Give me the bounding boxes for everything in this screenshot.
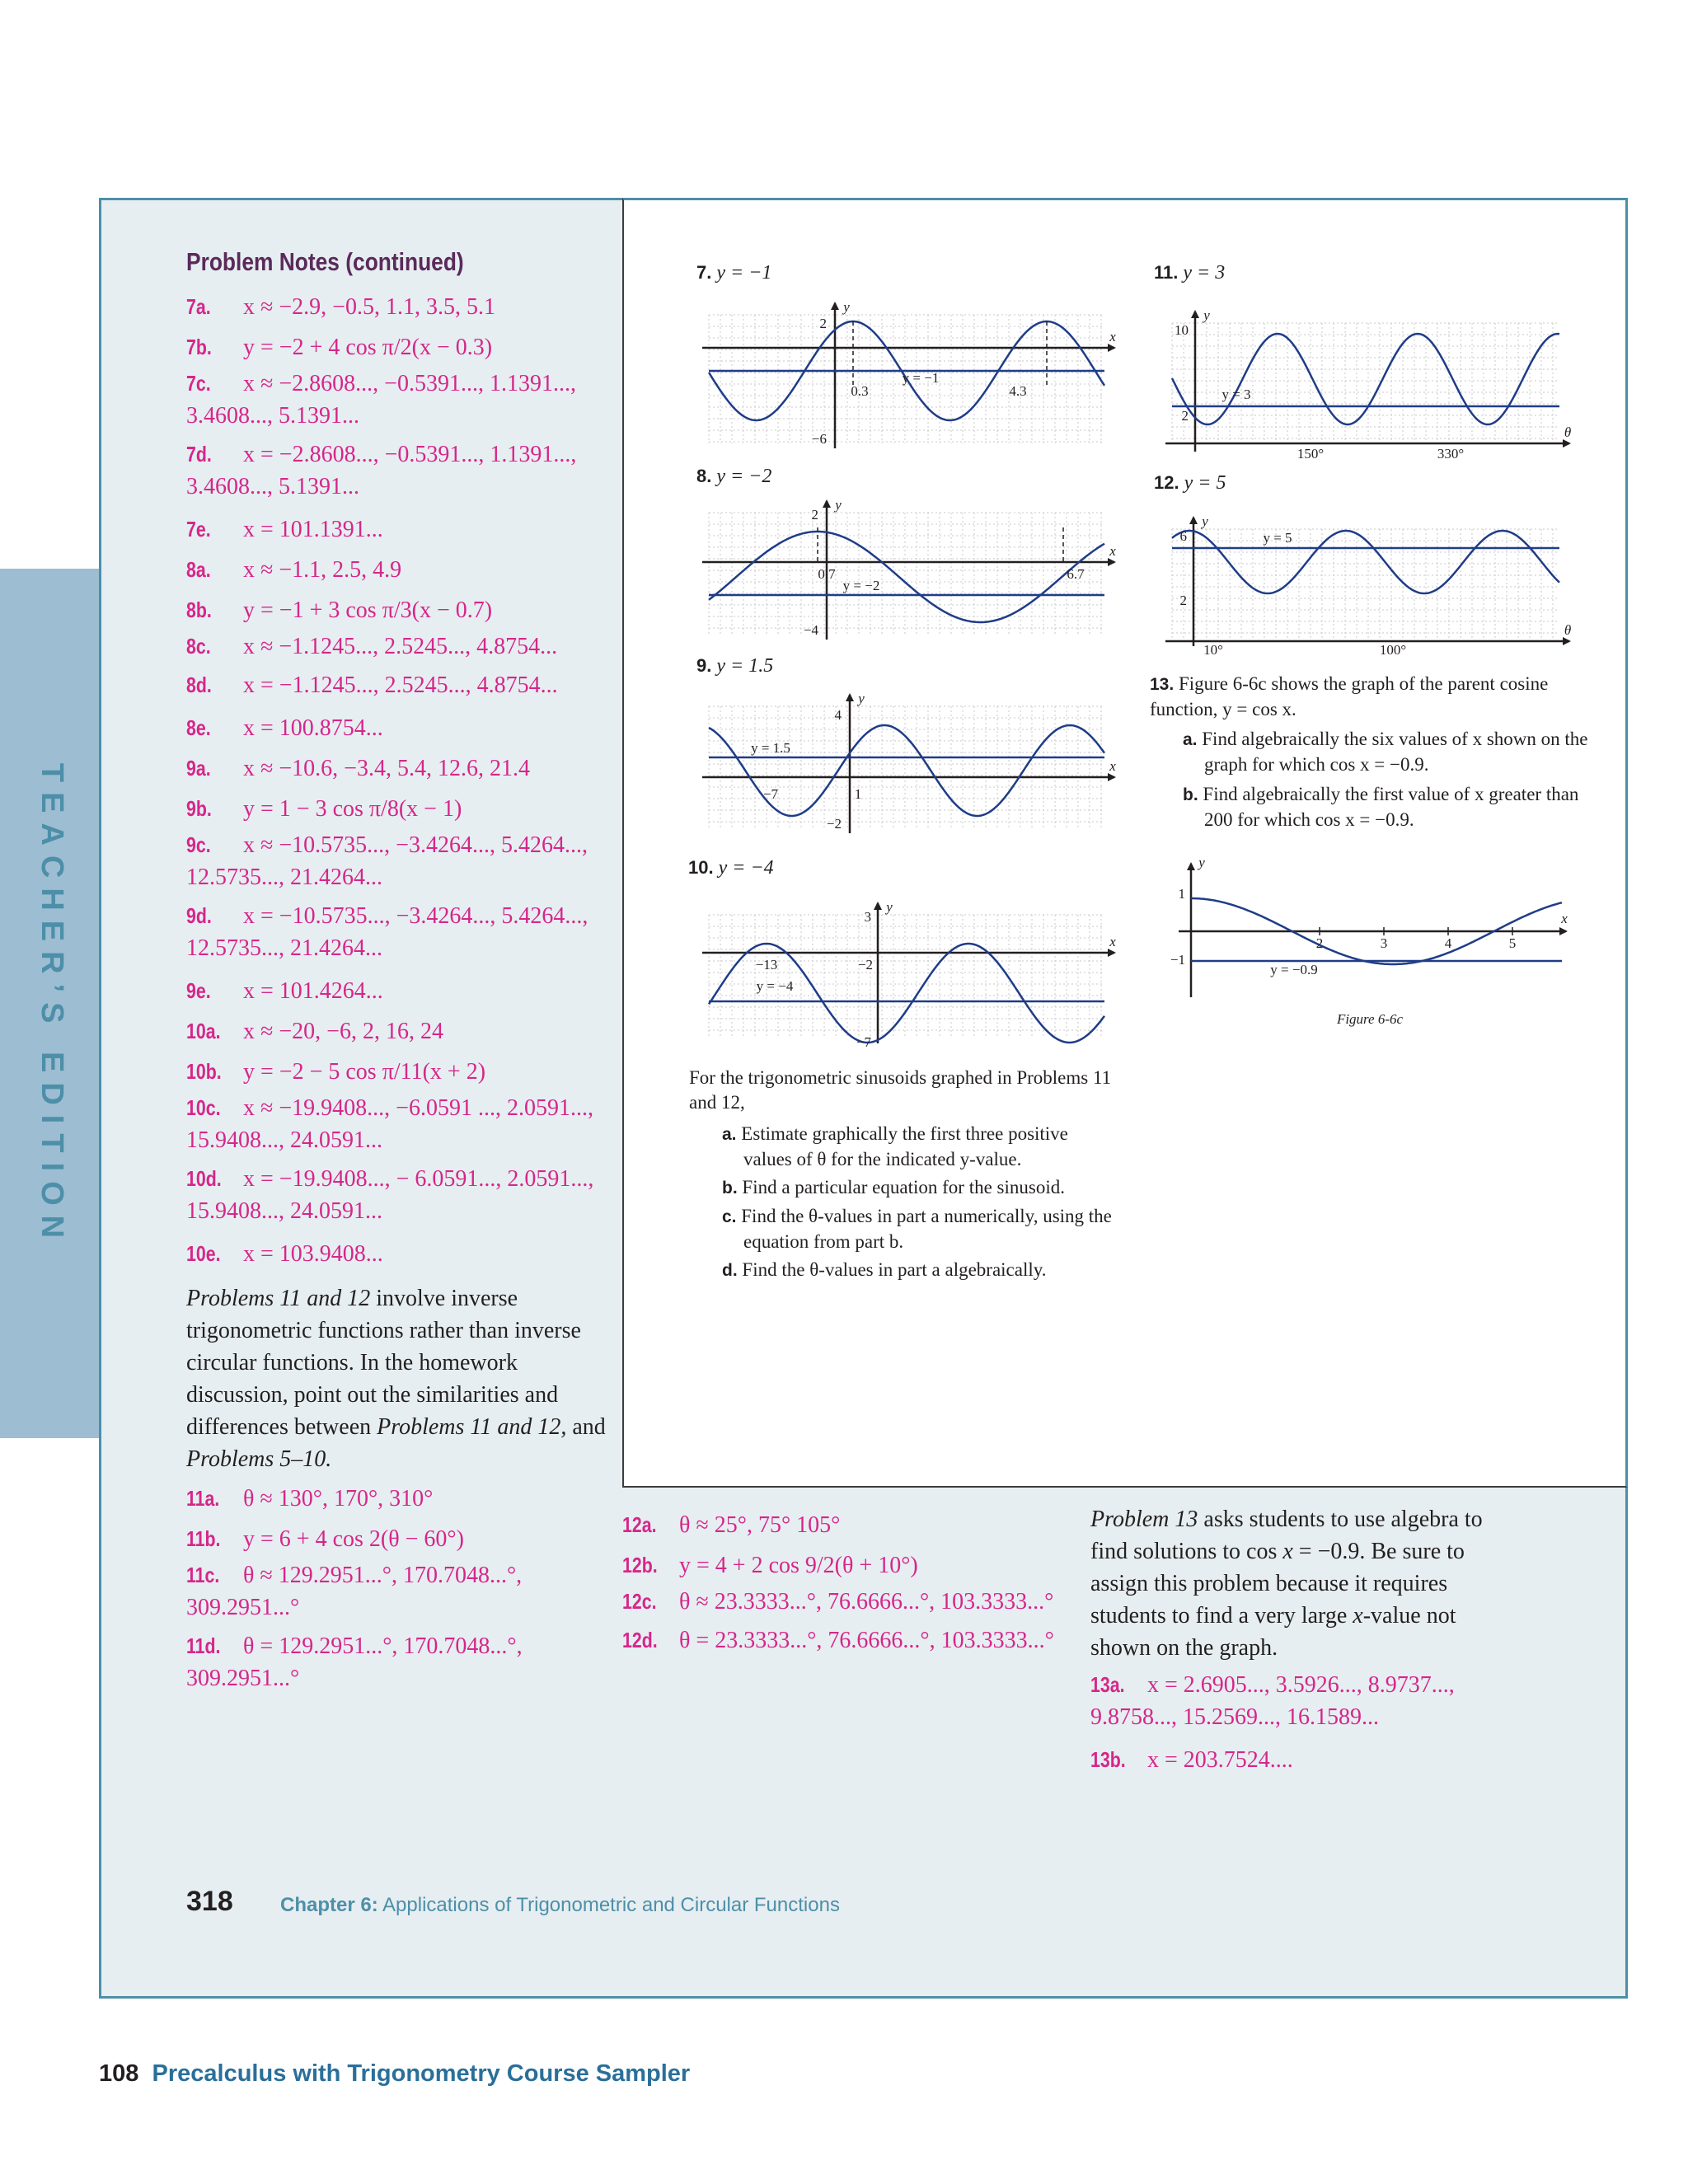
tick-label: −2 <box>857 957 874 972</box>
answer-line <box>186 971 615 1011</box>
x-arrow <box>1563 439 1571 448</box>
sampler-footer <box>99 2060 690 2088</box>
problem-13-part-b: Find algebraically the first value of x greater than 200 for which cos x = −0.9. <box>1203 784 1579 830</box>
answer-line <box>186 900 615 964</box>
notes-prose: Problems 11 and 12 involve inverse trigonometric functions rather than inverse circular functions. In the homework discussion, point out the similarities and differences between Problems 11 and 12, and Problems 5–10. <box>186 1286 606 1472</box>
answer-line <box>186 1479 615 1519</box>
side-label: TEACHER’S EDITION <box>35 762 69 1249</box>
answer-line <box>186 1630 615 1694</box>
answer-label: 12a. <box>622 1512 657 1537</box>
answer-line <box>186 287 615 327</box>
y-arrow <box>823 499 831 508</box>
problem-equation: y = 3 <box>1183 262 1226 284</box>
answer-text: x ≈ −20, −6, 2, 16, 24 <box>237 1019 443 1044</box>
tick-label: 2 <box>819 316 827 331</box>
tick-label: 10° <box>1203 642 1223 658</box>
answer-text: x = −19.9408..., − 6.0591..., 2.0591..., 15.9408..., 24.0591... <box>186 1166 594 1224</box>
tick-label: −7 <box>856 1034 871 1050</box>
problem-equation: y = −4 <box>718 857 774 879</box>
tick-label: 10 <box>1175 322 1189 338</box>
x-arrow <box>1108 773 1116 781</box>
answer-line <box>1090 1740 1519 1780</box>
answer-label: 8e. <box>186 715 211 740</box>
tick-label: 1 <box>854 786 862 802</box>
answer-line <box>186 368 615 432</box>
answer-line <box>186 509 615 550</box>
tick-label: −7 <box>762 786 779 802</box>
part-label: a. <box>1183 730 1198 749</box>
y-axis-label: y <box>858 691 865 706</box>
problem-13-stem: Figure 6-6c shows the graph of the parent cosine function, y = cos x. <box>1150 673 1549 719</box>
x-axis-label: θ <box>1564 622 1572 638</box>
tick-label: −6 <box>811 431 827 447</box>
instruction-c: Find the θ-values in part a numerically, using the equation from part b. <box>741 1206 1112 1252</box>
x-arrow <box>1108 344 1116 352</box>
figure-caption: Figure 6-6c <box>1336 1011 1404 1027</box>
answer-text: x = −1.1245..., 2.5245..., 4.8754... <box>237 673 558 698</box>
tick-label: 4 <box>834 707 842 723</box>
line-label: y = −0.9 <box>1270 962 1318 977</box>
tick-label: 2 <box>1315 935 1324 951</box>
note-13-ref: Problem 13 <box>1090 1507 1198 1532</box>
answer-text: θ ≈ 129.2951...°, 170.7048...°, 309.2951...° <box>186 1563 523 1620</box>
tick-label: 4.3 <box>1009 383 1027 399</box>
answer-line <box>186 590 615 630</box>
answer-text: θ ≈ 130°, 170°, 310° <box>237 1486 434 1511</box>
answer-line <box>186 1092 615 1156</box>
chapter-title: Applications of Trigonometric and Circular Functions <box>377 1894 840 1916</box>
answer-label: 12c. <box>622 1589 657 1614</box>
problem-equation: y = 5 <box>1184 472 1226 494</box>
tick-label: 3 <box>864 909 871 925</box>
tick-label: 1 <box>1178 886 1185 902</box>
answer-label: 11a. <box>186 1486 220 1511</box>
answer-line <box>186 1519 615 1559</box>
y-arrow <box>1187 862 1195 870</box>
part-label: c. <box>722 1207 737 1226</box>
tick-label: 6 <box>1179 528 1187 544</box>
x-axis-label: x <box>1109 758 1116 774</box>
prose-ref: Problems 11 and 12, <box>377 1414 567 1440</box>
y-axis-label: y <box>835 497 842 513</box>
answer-text: x ≈ −10.5735..., −3.4264..., 5.4264..., 12.5735..., 21.4264... <box>186 832 588 890</box>
answer-label: 10e. <box>186 1241 221 1266</box>
tick-label: 150° <box>1296 446 1325 462</box>
answer-line <box>186 1011 615 1052</box>
tick-label: 6.7 <box>1067 566 1085 582</box>
part-label: a. <box>722 1125 737 1144</box>
answer-label: 13a. <box>1090 1672 1125 1697</box>
answers-12 <box>622 1505 1084 1663</box>
answer-label: 8c. <box>186 634 211 658</box>
answer-label: 11b. <box>186 1526 221 1551</box>
answer-text: θ ≈ 23.3333...°, 76.6666...°, 103.3333...° <box>673 1589 1054 1615</box>
instructions-11-12 <box>689 1066 1118 1283</box>
x-axis-label: x <box>1109 934 1116 949</box>
answer-text: θ ≈ 25°, 75° 105° <box>673 1512 841 1538</box>
answer-line <box>186 829 615 893</box>
problem-number: 12. <box>1154 472 1179 493</box>
tick-label: −13 <box>755 957 778 972</box>
answer-text: x = 101.1391... <box>237 517 383 542</box>
problem-number: 7. <box>696 262 712 283</box>
line-label: y = 5 <box>1263 530 1292 546</box>
answer-label: 8a. <box>186 557 211 582</box>
answer-label: 10a. <box>186 1019 221 1043</box>
part-label: d. <box>722 1261 738 1280</box>
sampler-page: 108 <box>99 2060 139 2087</box>
sinusoid-curve <box>709 725 1104 816</box>
line-label: y = −1 <box>902 370 940 386</box>
answer-text: x ≈ −10.6, −3.4, 5.4, 12.6, 21.4 <box>237 756 530 781</box>
instructions-stem: For the trigonometric sinusoids graphed in Problems 11 and 12, <box>689 1067 1112 1113</box>
y-axis-label: y <box>1198 855 1205 870</box>
answer-line <box>622 1624 1084 1657</box>
page-number: 318 <box>186 1886 233 1917</box>
note-13: Problem 13 asks students to use algebra to find solutions to cos x = −0.9. Be sure to assign this problem because it requires students to find a very large x-value not shown on the graph. <box>1090 1507 1483 1661</box>
answer-label: 9e. <box>186 978 211 1003</box>
problem-12-label <box>1154 472 1226 494</box>
answer-text: x ≈ −19.9408..., −6.0591 ..., 2.0591..., 15.9408..., 24.0591... <box>186 1095 593 1153</box>
tick-label: −4 <box>803 622 818 638</box>
answer-line <box>186 1234 615 1274</box>
tick-label: 0.3 <box>851 383 869 399</box>
tick-label: 2 <box>811 507 818 523</box>
y-axis-label: y <box>886 899 893 915</box>
y-axis-label: y <box>1202 513 1208 529</box>
x-axis-label: x <box>1109 329 1116 344</box>
answer-line <box>186 438 615 503</box>
answer-label: 9b. <box>186 796 212 821</box>
answer-line <box>186 1163 615 1227</box>
answer-text: x = 103.9408... <box>237 1241 383 1267</box>
graph-9 <box>688 688 1117 841</box>
answer-text: x = 100.8754... <box>237 715 383 741</box>
line-label: y = −4 <box>756 978 794 994</box>
answer-text: x = −2.8608..., −0.5391..., 1.1391..., 3.4608..., 5.1391... <box>186 442 577 499</box>
tick-label: −1 <box>1170 952 1185 968</box>
problem-9-label <box>696 655 773 677</box>
answer-line <box>186 1559 615 1624</box>
x-arrow <box>1563 637 1571 645</box>
problem-equation: y = −2 <box>716 466 772 487</box>
answer-label: 7a. <box>186 294 211 319</box>
answer-text: y = 6 + 4 cos 2(θ − 60°) <box>237 1526 464 1552</box>
answer-label: 7c. <box>186 371 211 396</box>
answer-line <box>622 1545 1084 1586</box>
problem-number: 8. <box>696 466 712 486</box>
problem-8-label <box>696 466 771 488</box>
instruction-a: Estimate graphically the first three positive values of θ for the indicated y-value. <box>741 1123 1068 1169</box>
answer-label: 10c. <box>186 1095 221 1120</box>
answer-text: x ≈ −1.1, 2.5, 4.9 <box>237 557 402 583</box>
answer-text: x ≈ −2.9, −0.5, 1.1, 3.5, 5.1 <box>237 294 495 320</box>
answer-text: y = −1 + 3 cos π/3(x − 0.7) <box>237 598 493 623</box>
answer-text: y = −2 − 5 cos π/11(x + 2) <box>237 1059 486 1085</box>
problem-11-label <box>1154 262 1225 284</box>
answer-text: x = 101.4264... <box>237 978 383 1004</box>
graph-12 <box>1162 503 1591 659</box>
x-axis-label: x <box>1109 543 1116 559</box>
answer-label: 10b. <box>186 1059 222 1084</box>
problem-13-text <box>1150 672 1595 832</box>
problem-notes <box>186 247 615 1701</box>
answer-label: 7d. <box>186 442 212 466</box>
tick-label: 5 <box>1508 935 1517 951</box>
tick-label: 100° <box>1379 642 1407 658</box>
answer-text: θ = 23.3333...°, 76.6666...°, 103.3333...° <box>673 1628 1054 1653</box>
answer-text: y = 1 − 3 cos π/8(x − 1) <box>237 796 462 822</box>
sinusoid-curve <box>709 532 1104 622</box>
answer-label: 13b. <box>1090 1747 1126 1772</box>
answer-label: 9d. <box>186 903 212 928</box>
answer-text: y = −2 + 4 cos π/2(x − 0.3) <box>237 335 493 360</box>
x-axis-label: x <box>1561 911 1568 926</box>
chapter-label: Chapter 6: <box>280 1894 378 1916</box>
x-arrow <box>1559 927 1568 935</box>
graph-8 <box>688 494 1117 647</box>
answer-text: x ≈ −2.8608..., −0.5391..., 1.1391..., 3.4608..., 5.1391... <box>186 371 576 429</box>
answer-line <box>186 708 615 748</box>
y-arrow <box>1189 516 1198 524</box>
tick-label: −2 <box>826 816 842 832</box>
answer-line <box>186 669 615 701</box>
notes-answer-list-11 <box>186 1479 615 1694</box>
problem-equation: y = 1.5 <box>716 655 774 677</box>
y-axis-label: y <box>1203 307 1210 323</box>
notes-title: Problem Notes (continued) <box>186 247 464 276</box>
answer-label: 10d. <box>186 1166 222 1191</box>
line-label: y = −2 <box>842 578 880 593</box>
answer-line <box>186 748 615 789</box>
prose-ref: Problems 11 and 12 <box>186 1286 371 1311</box>
answer-label: 12d. <box>622 1628 658 1652</box>
answer-label: 11c. <box>186 1563 220 1587</box>
note-13-var: x <box>1353 1603 1363 1629</box>
y-arrow <box>874 902 882 910</box>
tick-label: 0.7 <box>818 566 836 582</box>
problem-number: 11. <box>1154 262 1179 283</box>
problem-equation: y = −1 <box>716 262 772 284</box>
problem-number: 10. <box>688 857 714 878</box>
x-axis-label: θ <box>1564 424 1572 440</box>
answer-label: 8d. <box>186 673 212 697</box>
answer-label: 9c. <box>186 832 211 857</box>
answer-text: θ = 129.2951...°, 170.7048...°, 309.2951...° <box>186 1633 523 1691</box>
answer-text: x = 203.7524.... <box>1142 1747 1293 1773</box>
answer-label: 7e. <box>186 517 211 541</box>
answer-line <box>186 789 615 829</box>
tick-label: 3 <box>1380 935 1388 951</box>
answer-text: x = −10.5735..., −3.4264..., 5.4264..., 12.5735..., 21.4264... <box>186 903 588 961</box>
sampler-title: Precalculus with Trigonometry Course Sampler <box>152 2060 691 2087</box>
answer-line <box>622 1586 1084 1618</box>
answer-line <box>186 550 615 590</box>
answer-text: x ≈ −1.1245..., 2.5245..., 4.8754... <box>237 634 558 659</box>
tick-label: 2 <box>1179 593 1187 608</box>
line-label: y = 3 <box>1221 387 1251 402</box>
part-label: b. <box>1183 785 1198 804</box>
tick-label: 4 <box>1444 935 1452 951</box>
answer-label: 8b. <box>186 598 212 622</box>
answer-text: y = 4 + 2 cos 9/2(θ + 10°) <box>673 1553 918 1578</box>
y-arrow <box>1191 310 1199 318</box>
tick-label: 2 <box>1181 408 1189 424</box>
graph-11 <box>1162 297 1591 462</box>
answer-line <box>622 1505 1084 1545</box>
answer-line <box>1090 1669 1519 1733</box>
answer-text: x = 2.6905..., 3.5926..., 8.9737..., 9.8758..., 15.2569..., 16.1589... <box>1090 1672 1455 1730</box>
y-axis-label: y <box>843 299 850 315</box>
answer-line <box>186 630 615 663</box>
prose-ref: Problems 5–10. <box>186 1446 332 1472</box>
notes-answer-list <box>186 287 615 1274</box>
problem-number: 13. <box>1150 675 1175 694</box>
chapter-footer <box>280 1894 840 1917</box>
instruction-d: Find the θ-values in part a algebraically. <box>742 1259 1047 1280</box>
answer-label: 9a. <box>186 756 211 780</box>
graph-13 <box>1162 849 1591 1034</box>
answer-line <box>186 327 615 368</box>
instruction-b: Find a particular equation for the sinusoid. <box>742 1177 1065 1197</box>
y-arrow <box>831 302 839 310</box>
y-arrow <box>846 693 854 701</box>
answer-label: 11d. <box>186 1633 221 1658</box>
answer-label: 12b. <box>622 1553 658 1577</box>
problem-13-part-a: Find algebraically the six values of x shown on the graph for which cos x = −0.9. <box>1202 729 1588 775</box>
tick-label: 330° <box>1437 446 1465 462</box>
graph-7 <box>688 297 1117 449</box>
answer-label: 7b. <box>186 335 212 359</box>
note-13-var: x <box>1282 1539 1293 1564</box>
answer-line <box>186 1052 615 1092</box>
problem-number: 9. <box>696 655 712 676</box>
graph-10 <box>688 874 1117 1051</box>
x-arrow <box>1108 949 1116 957</box>
problem-7-label <box>696 262 771 284</box>
x-arrow <box>1108 558 1116 566</box>
part-label: b. <box>722 1179 738 1197</box>
line-label: y = 1.5 <box>751 740 790 756</box>
answers-13 <box>1090 1669 1519 1780</box>
